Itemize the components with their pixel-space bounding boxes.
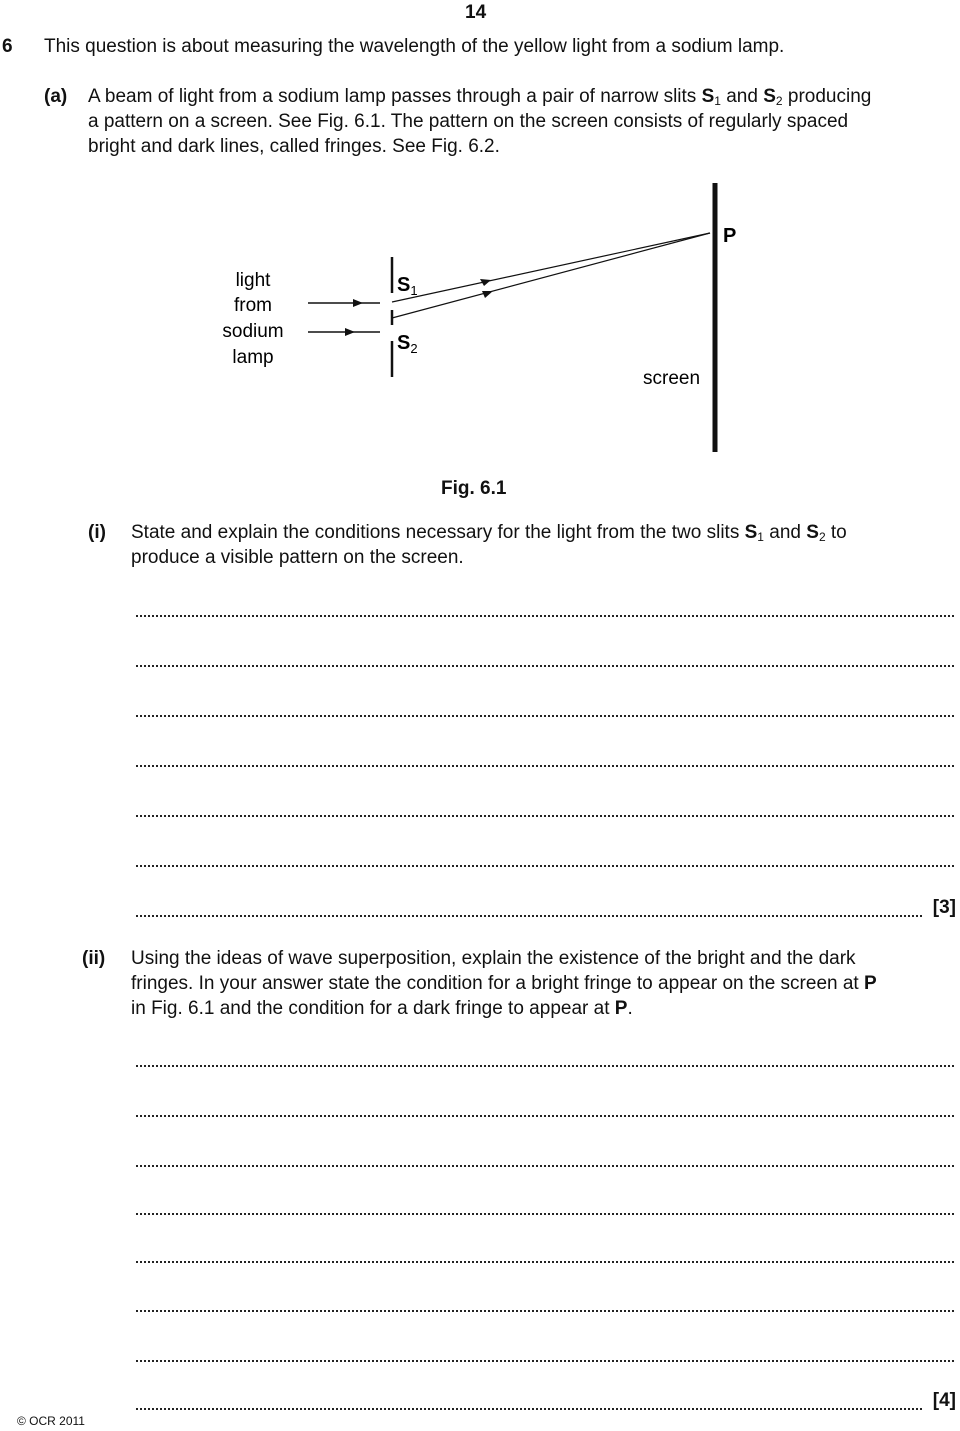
part-a-line2: a pattern on a screen. See Fig. 6.1. The pattern on the screen consists of regularly spaced	[88, 111, 849, 132]
figure-caption: Fig. 6.1	[441, 478, 507, 499]
answer-line[interactable]	[136, 1241, 954, 1263]
copyright-footer: © OCR 2011	[17, 1414, 85, 1428]
page-number: 14	[465, 2, 487, 23]
source-label-line2: from	[234, 295, 272, 316]
answer-line[interactable]	[136, 845, 954, 867]
answer-line[interactable]	[136, 1095, 954, 1117]
ray-s1-to-p	[392, 233, 710, 302]
answer-line[interactable]	[136, 795, 954, 817]
answer-line[interactable]	[136, 645, 954, 667]
slit-s1-label: $S_1$	[397, 274, 418, 298]
part-i-text	[131, 520, 960, 570]
answer-line[interactable]	[136, 1290, 954, 1312]
part-a-label: (a)	[44, 86, 68, 107]
ray-s2-to-p	[392, 233, 710, 318]
part-ii-line1: Using the ideas of wave superposition, explain the existence of the bright and the dark	[131, 948, 856, 969]
source-label-line1: light	[235, 270, 271, 291]
part-i-line2: produce a visible pattern on the screen.	[131, 547, 464, 568]
question-intro: This question is about measuring the wavelength of the yellow light from a sodium lamp.	[44, 36, 785, 57]
slit-s2-label: $S_2$	[397, 332, 418, 356]
part-ii-label: (ii)	[82, 948, 106, 969]
part-a-text	[88, 84, 960, 159]
point-p-label: P	[723, 225, 737, 247]
part-ii-text	[131, 946, 960, 1021]
double-slit-diagram	[200, 175, 760, 460]
marks-part-ii: [4]	[932, 1390, 956, 1411]
question-number: 6	[2, 36, 13, 57]
answer-line[interactable]	[136, 1193, 954, 1215]
answer-line[interactable]	[136, 1145, 954, 1167]
part-ii-line3: in Fig. 6.1 and the condition for a dark fringe to appear at P.	[131, 998, 633, 1019]
part-a-line3: bright and dark lines, called fringes. See Fig. 6.2.	[88, 136, 500, 157]
answer-line[interactable]	[136, 1340, 954, 1362]
answer-line[interactable]	[136, 895, 922, 917]
part-i-line1: State and explain the conditions necessary for the light from the two slits $S_1$ and $S_2$ to	[131, 522, 847, 544]
answer-line[interactable]	[136, 695, 954, 717]
part-i-label: (i)	[88, 522, 106, 543]
answer-line[interactable]	[136, 1388, 922, 1410]
answer-line[interactable]	[136, 1045, 954, 1067]
answer-line[interactable]	[136, 745, 954, 767]
screen-label: screen	[643, 368, 701, 389]
part-a-line1: A beam of light from a sodium lamp passes through a pair of narrow slits $S_1$ and $S_2$ producing	[88, 86, 872, 108]
part-ii-line2: fringes. In your answer state the condition for a bright fringe to appear on the screen at P	[131, 973, 877, 994]
marks-part-i: [3]	[932, 897, 956, 918]
arrow-on-ray-s2	[482, 291, 493, 298]
source-label-line3: sodium	[222, 321, 284, 342]
source-label-line4: lamp	[232, 347, 274, 368]
answer-line[interactable]	[136, 595, 954, 617]
